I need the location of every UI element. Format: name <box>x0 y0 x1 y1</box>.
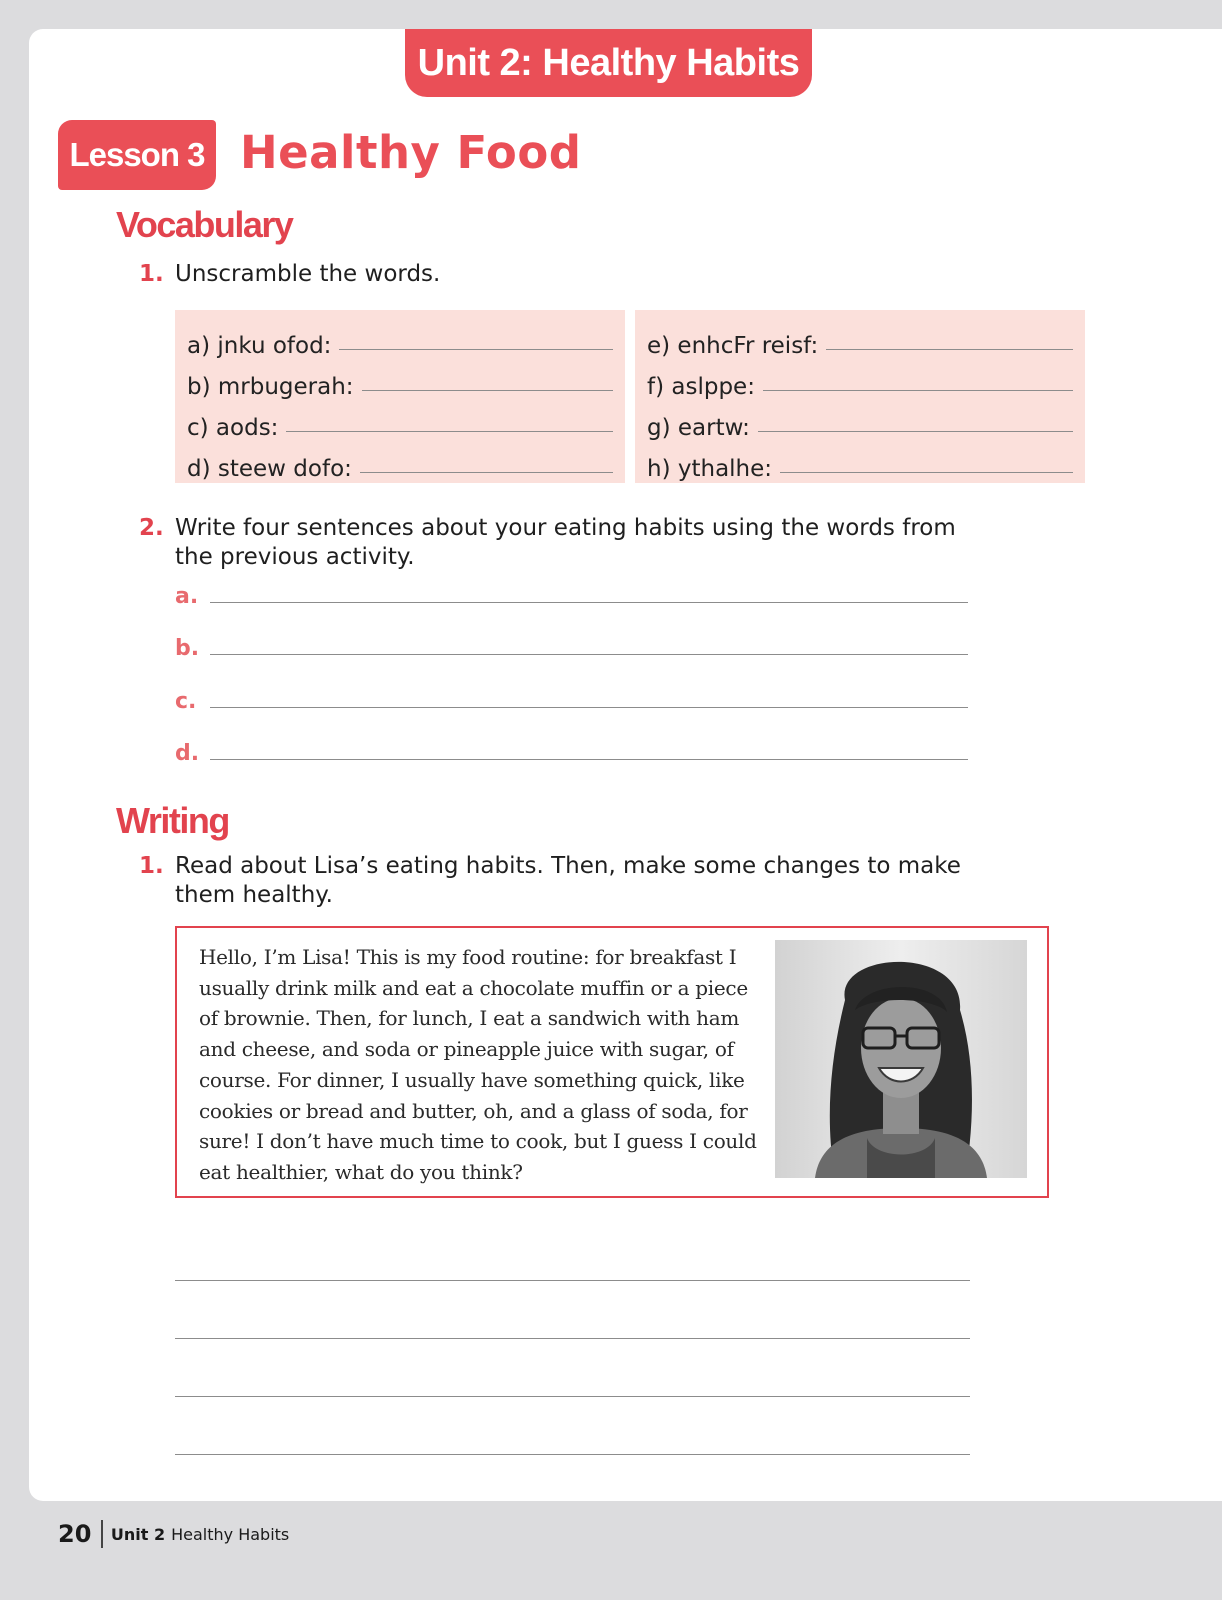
lesson-badge-label: Lesson 3 <box>69 136 205 173</box>
writing-answer-line[interactable] <box>175 1338 970 1339</box>
unit-title-tab <box>405 29 812 97</box>
activity-number: 2. <box>139 515 164 541</box>
writing-answer-line[interactable] <box>175 1454 970 1455</box>
answer-letter: b. <box>175 636 200 661</box>
page-footer <box>58 1520 289 1548</box>
activity-number: 1. <box>139 261 164 287</box>
writing-activity-1-instruction <box>139 852 965 910</box>
sentence-answer-row[interactable] <box>175 584 968 609</box>
lesson-title: Healthy Food <box>240 126 582 179</box>
answer-letter: c. <box>175 689 197 714</box>
answer-line[interactable] <box>210 654 968 655</box>
writing-answer-line[interactable] <box>175 1396 970 1397</box>
footer-unit-label: Unit 2 <box>110 1524 166 1544</box>
vocab-item[interactable] <box>187 318 613 359</box>
footer-unit-name: Healthy Habits <box>171 1524 290 1544</box>
vocab-item-label: d) steew dofo: <box>187 456 352 482</box>
answer-line[interactable] <box>210 759 968 760</box>
instruction-text: Read about Lisa’s eating habits. Then, make some changes to make them healthy. <box>175 853 961 908</box>
answer-line[interactable] <box>362 390 613 391</box>
vocabulary-heading: Vocabulary <box>116 204 293 245</box>
vocab-item-label: f) aslppe: <box>647 374 755 400</box>
answer-line[interactable] <box>210 707 968 708</box>
answer-letter: d. <box>175 741 200 766</box>
vocab-item-label: b) mrbugerah: <box>187 374 354 400</box>
writing-answer-line[interactable] <box>175 1280 970 1281</box>
sentence-answer-row[interactable] <box>175 689 968 714</box>
vocab-item[interactable] <box>647 359 1073 400</box>
vocab-box-right <box>635 310 1085 483</box>
answer-line[interactable] <box>826 349 1073 350</box>
answer-letter: a. <box>175 584 199 609</box>
answer-line[interactable] <box>286 431 613 432</box>
answer-line[interactable] <box>339 349 613 350</box>
lisa-portrait-illustration <box>775 940 1027 1178</box>
vocab-item-label: g) eartw: <box>647 415 750 441</box>
footer-divider <box>101 1520 103 1548</box>
vocab-item-label: a) jnku ofod: <box>187 333 332 359</box>
unit-title: Unit 2: Healthy Habits <box>417 41 800 84</box>
sentence-answer-row[interactable] <box>175 636 968 661</box>
vocab-item-label: h) ythalhe: <box>647 456 773 482</box>
instruction-text: Unscramble the words. <box>175 261 441 287</box>
writing-heading: Writing <box>116 800 229 841</box>
sentence-answer-row[interactable] <box>175 741 968 766</box>
vocab-item-label: c) aods: <box>187 415 279 441</box>
answer-line[interactable] <box>763 390 1073 391</box>
answer-line[interactable] <box>360 472 613 473</box>
lisa-passage: Hello, I’m Lisa! This is my food routine: for breakfast I usually drink milk and eat a chocolate muffin or a piece of brownie. Then, for lunch, I eat a sandwich with ham and cheese, and soda or pineapple juice with sugar, of course. For dinner, I usually have something quick, like cookies or bread and butter, oh, and a glass of soda, for sure! I don’t have much time to cook, but I guess I could eat healthier, what do you think? <box>199 945 757 1184</box>
vocab-item[interactable] <box>647 318 1073 359</box>
answer-line[interactable] <box>780 472 1073 473</box>
vocab-item[interactable] <box>187 400 613 441</box>
page-number: 20 <box>58 1520 92 1548</box>
vocab-item[interactable] <box>647 441 1073 482</box>
activity-number: 1. <box>139 853 164 879</box>
vocab-item-label: e) enhcFr reisf: <box>647 333 819 359</box>
vocab-item[interactable] <box>187 441 613 482</box>
vocab-activity-1-instruction <box>139 260 440 289</box>
vocab-activity-2-instruction <box>139 514 965 572</box>
lisa-photo <box>775 940 1027 1178</box>
lisa-passage-box <box>175 926 1049 1198</box>
vocab-box-left <box>175 310 625 483</box>
answer-line[interactable] <box>758 431 1073 432</box>
answer-line[interactable] <box>210 602 968 603</box>
vocab-item[interactable] <box>647 400 1073 441</box>
instruction-text: Write four sentences about your eating habits using the words from the previous activity. <box>175 515 956 570</box>
lesson-badge <box>58 120 216 190</box>
vocab-item[interactable] <box>187 359 613 400</box>
